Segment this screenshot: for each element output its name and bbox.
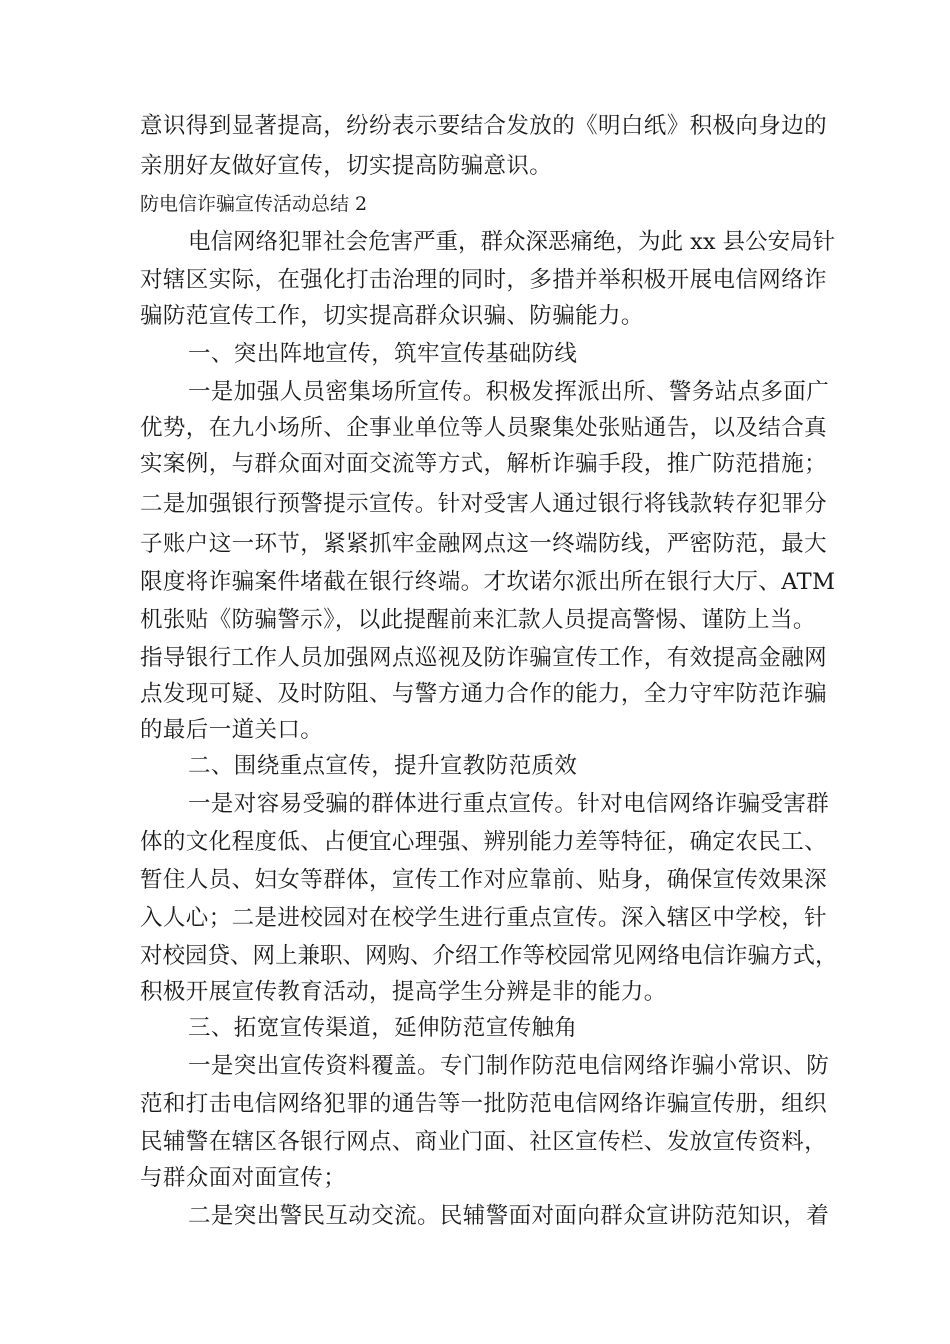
paragraph-line: 范和打击电信网络犯罪的通告等一批防范电信网络诈骗宣传册，组织 xyxy=(140,1091,828,1117)
paragraph-line: 暂住人员、妇女等群体，宣传工作对应靠前、贴身，确保宣传效果深 xyxy=(140,867,828,893)
paragraph-line: 对辖区实际，在强化打击治理的同时，多措并举积极开展电信网络诈 xyxy=(140,267,828,293)
paragraph-line: 骗防范宣传工作，切实提高群众识骗、防骗能力。 xyxy=(140,303,644,329)
paragraph-line: 实案例，与群众面对面交流等方式，解析诈骗手段，推广防范措施； xyxy=(140,451,828,477)
paragraph-line: 与群众面对面宣传； xyxy=(140,1165,347,1191)
paragraph-line: 一是突出宣传资料覆盖。专门制作防范电信网络诈骗小常识、防 xyxy=(188,1053,830,1079)
subsection-heading: 二、围绕重点宣传，提升宣教防范质效 xyxy=(188,753,578,779)
subsection-heading: 一、突出阵地宣传，筑牢宣传基础防线 xyxy=(188,341,578,367)
subsection-heading: 三、拓宽宣传渠道，延伸防范宣传触角 xyxy=(188,1015,578,1041)
paragraph-line: 电信网络犯罪社会危害严重，群众深恶痛绝，为此 xx 县公安局针 xyxy=(188,229,836,255)
paragraph-line: 积极开展宣传教育活动，提高学生分辨是非的能力。 xyxy=(140,979,667,1005)
paragraph-line: 民辅警在辖区各银行网点、商业门面、社区宣传栏、发放宣传资料， xyxy=(140,1129,828,1155)
paragraph-line: 意识得到显著提高，纷纷表示要结合发放的《明白纸》积极向身边的 xyxy=(140,113,828,139)
paragraph-line: 二是加强银行预警提示宣传。针对受害人通过银行将钱款转存犯罪分 xyxy=(140,491,828,517)
paragraph-line: 限度将诈骗案件堵截在银行终端。才坎诺尔派出所在银行大厅、ATM xyxy=(140,569,836,595)
paragraph-line: 指导银行工作人员加强网点巡视及防诈骗宣传工作，有效提高金融网 xyxy=(140,645,828,671)
paragraph-line: 机张贴《防骗警示》，以此提醒前来汇款人员提高警惕、谨防上当。 xyxy=(140,607,816,633)
paragraph-line: 优势，在九小场所、企事业单位等人员聚集处张贴通告，以及结合真 xyxy=(140,415,828,441)
paragraph-line: 一是对容易受骗的群体进行重点宣传。针对电信网络诈骗受害群 xyxy=(188,791,830,817)
paragraph-line: 点发现可疑、及时防阻、与警方通力合作的能力，全力守牢防范诈骗 xyxy=(140,681,828,707)
paragraph-line: 体的文化程度低、占便宜心理强、辨别能力差等特征，确定农民工、 xyxy=(140,829,828,855)
paragraph-line: 二是突出警民互动交流。民辅警面对面向群众宣讲防范知识，着 xyxy=(188,1203,830,1229)
paragraph-line: 子账户这一环节，紧紧抓牢金融网点这一终端防线，严密防范，最大 xyxy=(140,531,828,557)
paragraph-line: 对校园贷、网上兼职、网购、介绍工作等校园常见网络电信诈骗方式， xyxy=(140,943,838,969)
paragraph-line: 入人心；二是进校园对在校学生进行重点宣传。深入辖区中学校，针 xyxy=(140,905,828,931)
paragraph-line: 的最后一道关口。 xyxy=(140,717,324,743)
paragraph-line: 一是加强人员密集场所宣传。积极发挥派出所、警务站点多面广 xyxy=(188,379,830,405)
section-title: 防电信诈骗宣传活动总结 2 xyxy=(140,193,368,215)
paragraph-line: 亲朋好友做好宣传，切实提高防骗意识。 xyxy=(140,153,553,179)
